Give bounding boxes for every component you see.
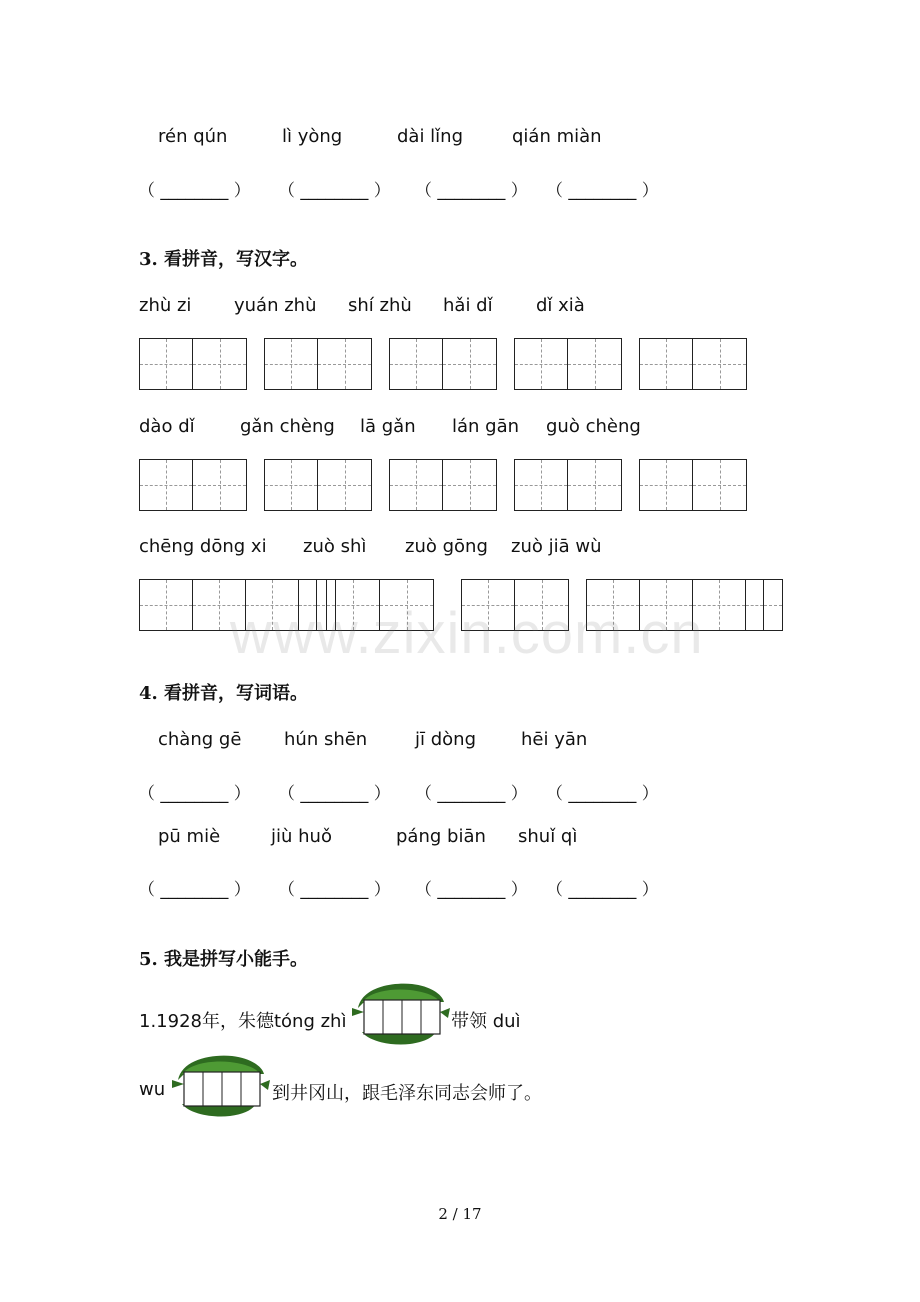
- pinyin-item: guò chèng: [546, 416, 641, 437]
- answer-blank[interactable]: （ ________ ）: [415, 880, 528, 900]
- pinyin-item: lán gān: [452, 416, 520, 437]
- pinyin-item: hǎi dǐ: [443, 295, 493, 316]
- pinyin-item: dào dǐ: [139, 416, 195, 437]
- sentence-text: 1.1928年，朱德tóng zhì: [139, 1011, 347, 1032]
- pinyin-item: zuò jiā wù: [511, 536, 602, 557]
- pinyin-item: gǎn chèng: [240, 416, 335, 437]
- pinyin-item: lā gǎn: [360, 416, 416, 437]
- writing-grid[interactable]: [139, 459, 247, 511]
- pinyin-item: lì yòng: [282, 126, 343, 147]
- answer-blank[interactable]: （ ________ ）: [546, 880, 659, 900]
- pinyin-item: dǐ xià: [536, 295, 585, 316]
- answer-blank[interactable]: （ ________ ）: [415, 784, 528, 804]
- pinyin-item: pū miè: [158, 826, 221, 847]
- answer-blank[interactable]: （ ________ ）: [278, 784, 391, 804]
- pinyin-item: zuò gōng: [405, 536, 488, 557]
- section-heading: 5. 我是拼写小能手。: [139, 949, 309, 970]
- writing-grid[interactable]: [514, 338, 622, 390]
- pinyin-item: zuò shì: [303, 536, 367, 557]
- answer-blank[interactable]: （ ________ ）: [138, 880, 251, 900]
- writing-grid[interactable]: [639, 338, 747, 390]
- sentence-text: 到井冈山，跟毛泽东同志会师了。: [272, 1083, 542, 1104]
- pinyin-item: chàng gē: [158, 729, 242, 750]
- answer-blank[interactable]: （ ________ ）: [415, 181, 528, 201]
- leaf-answer-box[interactable]: [170, 1054, 270, 1118]
- leaf-answer-box[interactable]: [350, 982, 450, 1046]
- pinyin-item: dài lǐng: [397, 126, 464, 147]
- pinyin-item: hún shēn: [284, 729, 368, 750]
- answer-blank[interactable]: （ ________ ）: [278, 181, 391, 201]
- section-heading: 4. 看拼音，写词语。: [139, 683, 309, 704]
- writing-grid[interactable]: [264, 338, 372, 390]
- page-number: 2 / 17: [438, 1205, 482, 1223]
- section-heading: 3. 看拼音，写汉字。: [139, 249, 309, 270]
- pinyin-item: zhù zi: [139, 295, 192, 316]
- answer-blank[interactable]: （ ________ ）: [546, 181, 659, 201]
- answer-blank[interactable]: （ ________ ）: [138, 784, 251, 804]
- pinyin-item: chēng dōng xi: [139, 536, 267, 557]
- pinyin-item: jī dòng: [415, 729, 476, 750]
- answer-blank[interactable]: （ ________ ）: [546, 784, 659, 804]
- pinyin-item: qián miàn: [512, 126, 602, 147]
- writing-grid[interactable]: [389, 459, 497, 511]
- answer-blank[interactable]: （ ________ ）: [138, 181, 251, 201]
- writing-grid[interactable]: [139, 338, 247, 390]
- writing-grid[interactable]: [514, 459, 622, 511]
- pinyin-item: jiù huǒ: [271, 826, 332, 847]
- pinyin-item: rén qún: [158, 126, 228, 147]
- sentence-text: 带领 duì: [451, 1011, 521, 1032]
- answer-blank[interactable]: （ ________ ）: [278, 880, 391, 900]
- pinyin-item: páng biān: [396, 826, 486, 847]
- sentence-text: wu: [139, 1079, 166, 1100]
- writing-grid[interactable]: [264, 459, 372, 511]
- writing-grid[interactable]: [389, 338, 497, 390]
- pinyin-item: shí zhù: [348, 295, 412, 316]
- pinyin-item: shuǐ qì: [518, 826, 578, 847]
- pinyin-item: hēi yān: [521, 729, 588, 750]
- writing-grid[interactable]: [639, 459, 747, 511]
- watermark: www.zixin.com.cn: [230, 601, 704, 666]
- pinyin-item: yuán zhù: [234, 295, 317, 316]
